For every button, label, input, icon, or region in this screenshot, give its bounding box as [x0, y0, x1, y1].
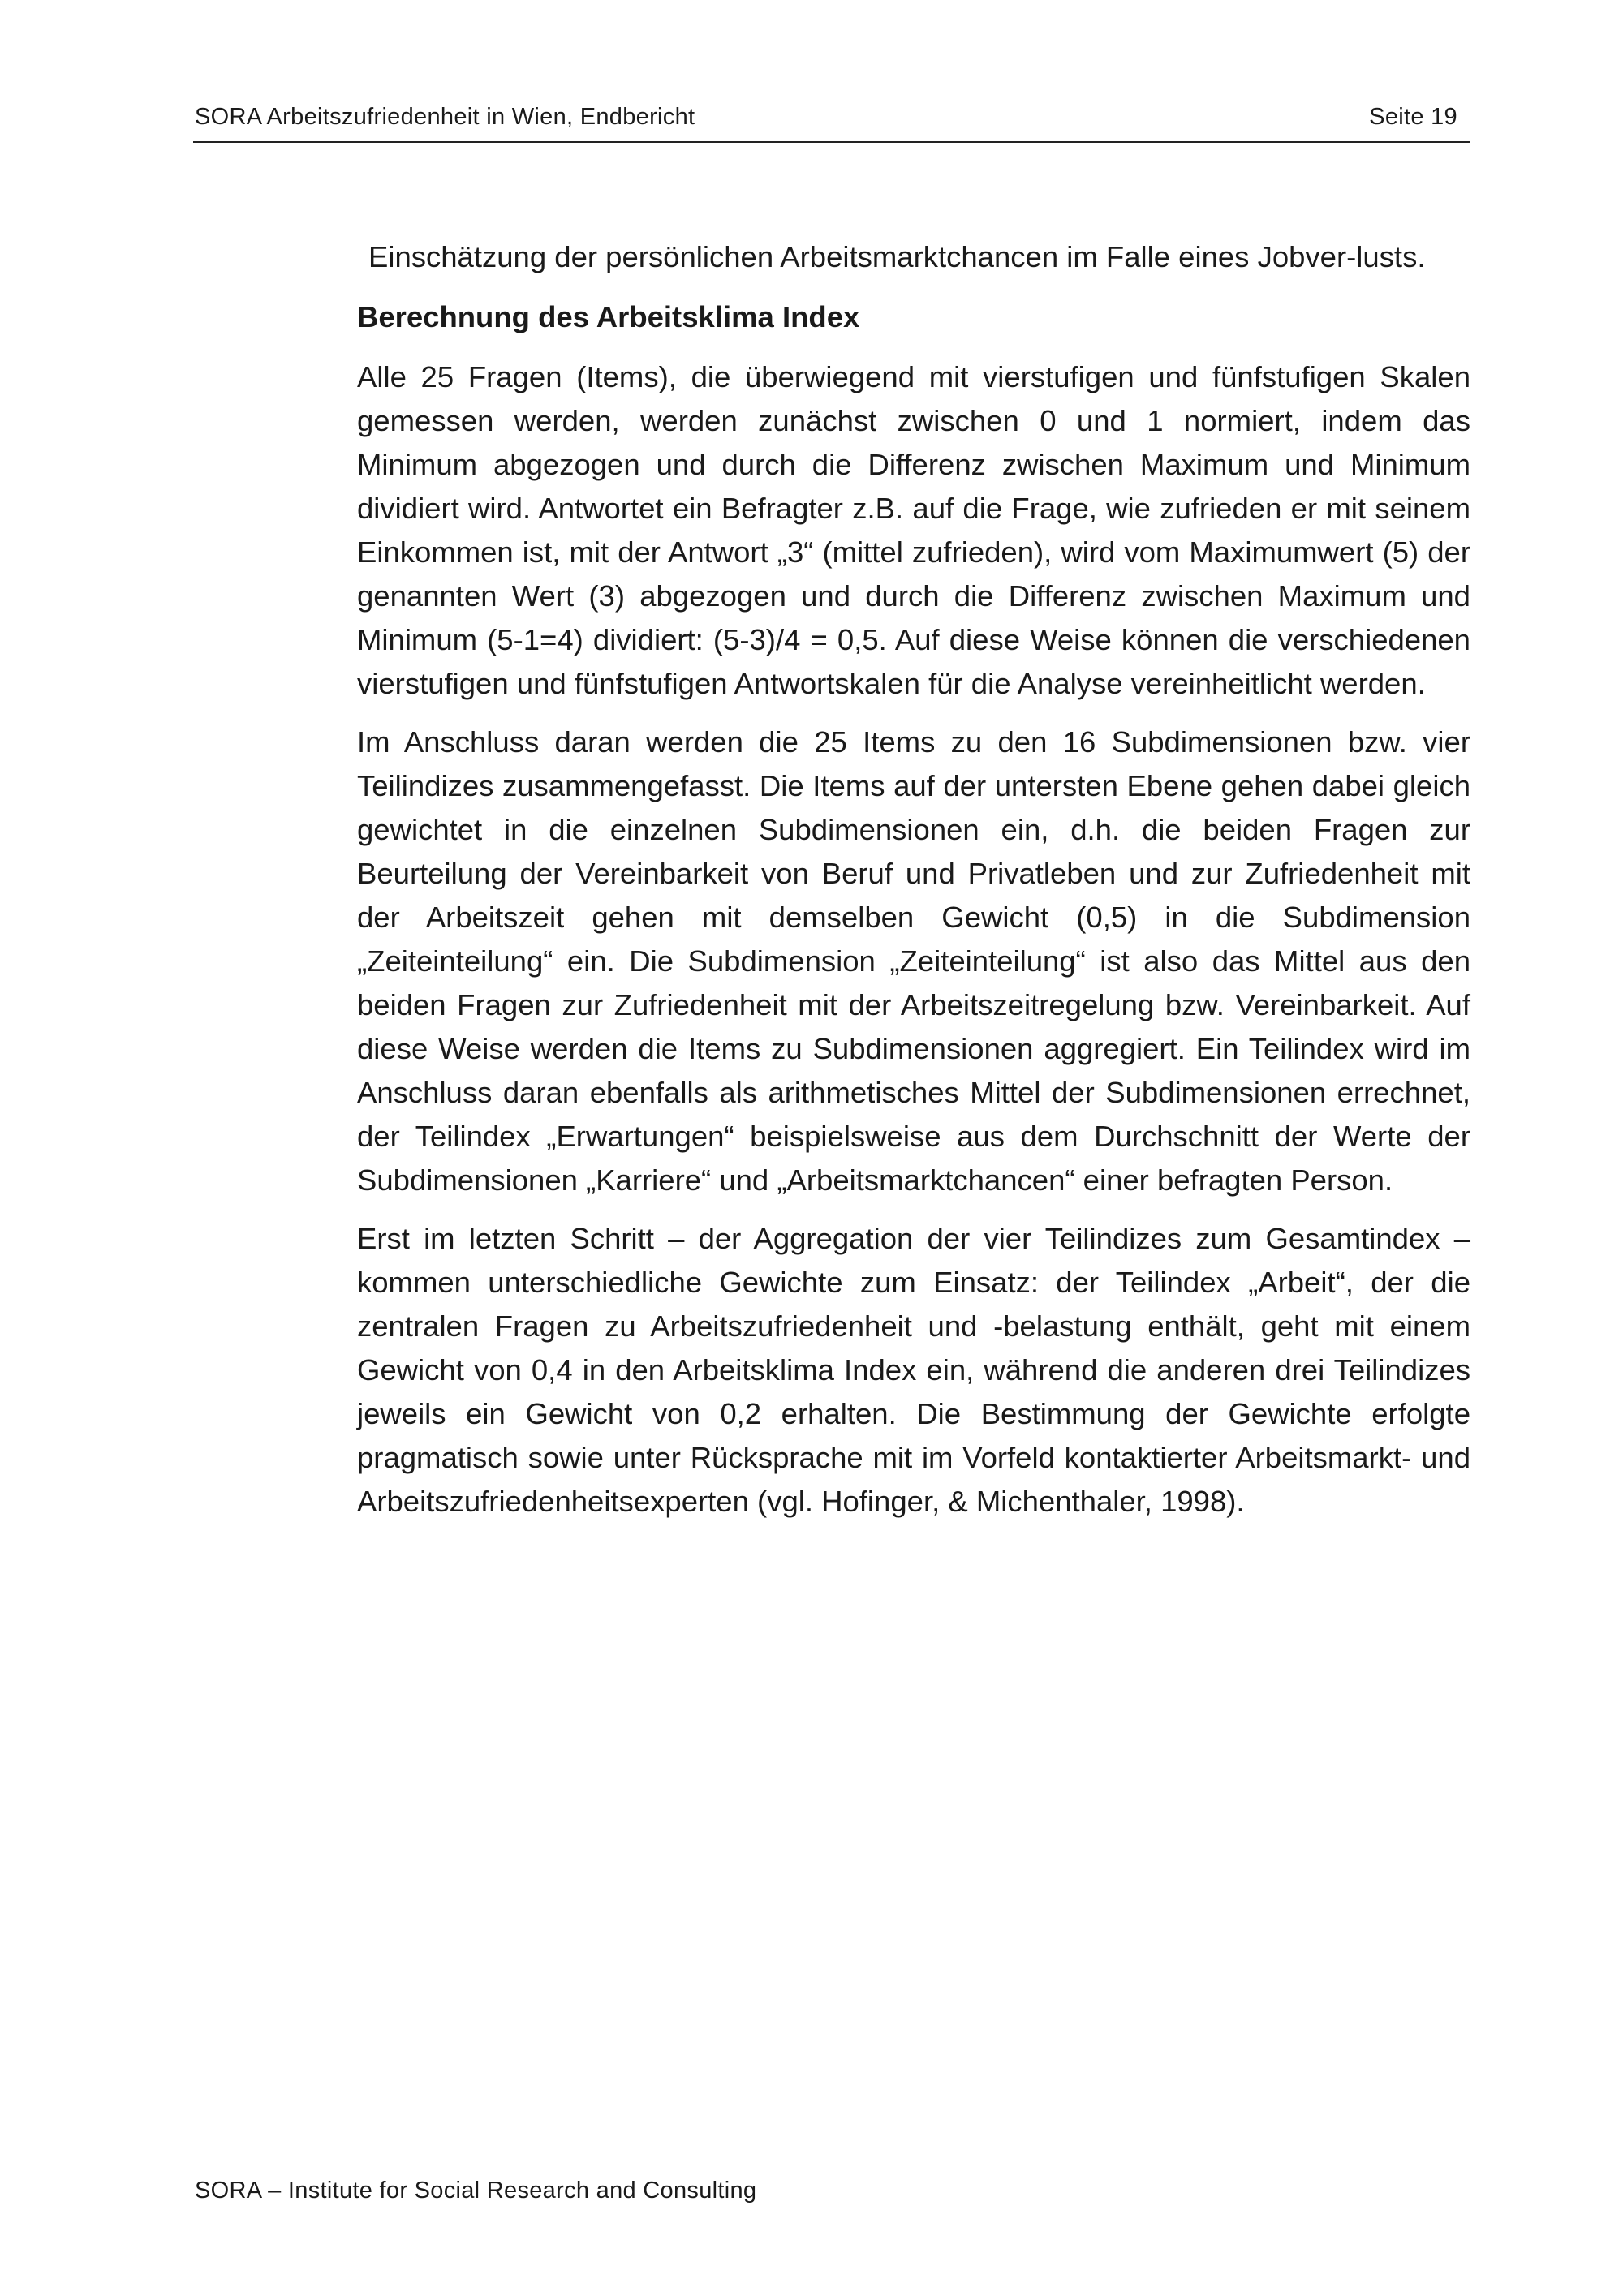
section-heading: Berechnung des Arbeitsklima Index — [357, 300, 860, 333]
page-number: Seite 19 — [1369, 104, 1457, 130]
page-footer: SORA – Institute for Social Research and Consulting — [195, 2178, 757, 2204]
header-title: SORA Arbeitszufriedenheit in Wien, Endbericht — [195, 104, 695, 130]
page-header — [193, 104, 1470, 143]
paragraph-aggregation: Im Anschluss daran werden die 25 Items zu den 16 Subdimensionen bzw. vier Teilindizes zusammengefasst. Die Items auf der untersten Ebene gehen dabei gleich gewichtet in die einzelnen Subdimensionen ein, d.h. die beiden Fragen zur Beurteilung der Vereinbarkeit von Beruf und Privatleben und zur Zufriedenheit mit der Arbeitszeit gehen mit demselben Gewicht (0,5) in die Subdimension „Zeiteinteilung“ ein. Die Subdimension „Zeiteinteilung“ ist also das Mittel aus den beiden Fragen zur Zufriedenheit mit der Arbeitszeitregelung bzw. Vereinbarkeit. Auf diese Weise werden die Items zu Subdimensionen aggregiert. Ein Teilindex wird im Anschluss daran ebenfalls als arithmetisches Mittel der Subdimensionen errechnet, der Teilindex „Erwartungen“ beispielsweise aus dem Durchschnitt der Werte der Subdimensionen „Karriere“ und „Arbeitsmarktchancen“ einer befragten Person. — [357, 725, 1470, 1197]
main-content — [357, 235, 1470, 1538]
paragraph-normalization: Alle 25 Fragen (Items), die überwiegend mit vierstufigen und fünfstufigen Skalen gemessen werden, werden zunächst zwischen 0 und 1 normiert, indem das Minimum abgezogen und durch die Differenz zwischen Maximum und Minimum dividiert wird. Antwortet ein Befragter z.B. auf die Frage, wie zufrieden er mit seinem Einkommen ist, mit der Antwort „3“ (mittel zufrieden), wird vom Maximumwert (5) der genannten Wert (3) abgezogen und durch die Differenz zwischen Maximum und Minimum (5-1=4) dividiert: (5-3)/4 = 0,5. Auf diese Weise können die verschiedenen vierstufigen und fünfstufigen Antwortskalen für die Analyse vereinheitlicht werden. — [357, 360, 1470, 700]
continuation-paragraph: Einschätzung der persönlichen Arbeitsmarktchancen im Falle eines Jobver-lusts. — [368, 240, 1426, 273]
paragraph-weighting: Erst im letzten Schritt – der Aggregation der vier Teilindizes zum Gesamtindex – kommen unterschiedliche Gewichte zum Einsatz: der Teilindex „Arbeit“, der die zentralen Fragen zu Arbeitszufriedenheit und -belastung enthält, geht mit einem Gewicht von 0,4 in den Arbeitsklima Index ein, während die anderen drei Teilindizes jeweils ein Gewicht von 0,2 erhalten. Die Bestimmung der Gewichte erfolgte pragmatisch sowie unter Rücksprache mit im Vorfeld kontaktierter Arbeitsmarkt- und Arbeitszufriedenheitsexperten (vgl. Hofinger, & Michenthaler, 1998). — [357, 1222, 1470, 1518]
